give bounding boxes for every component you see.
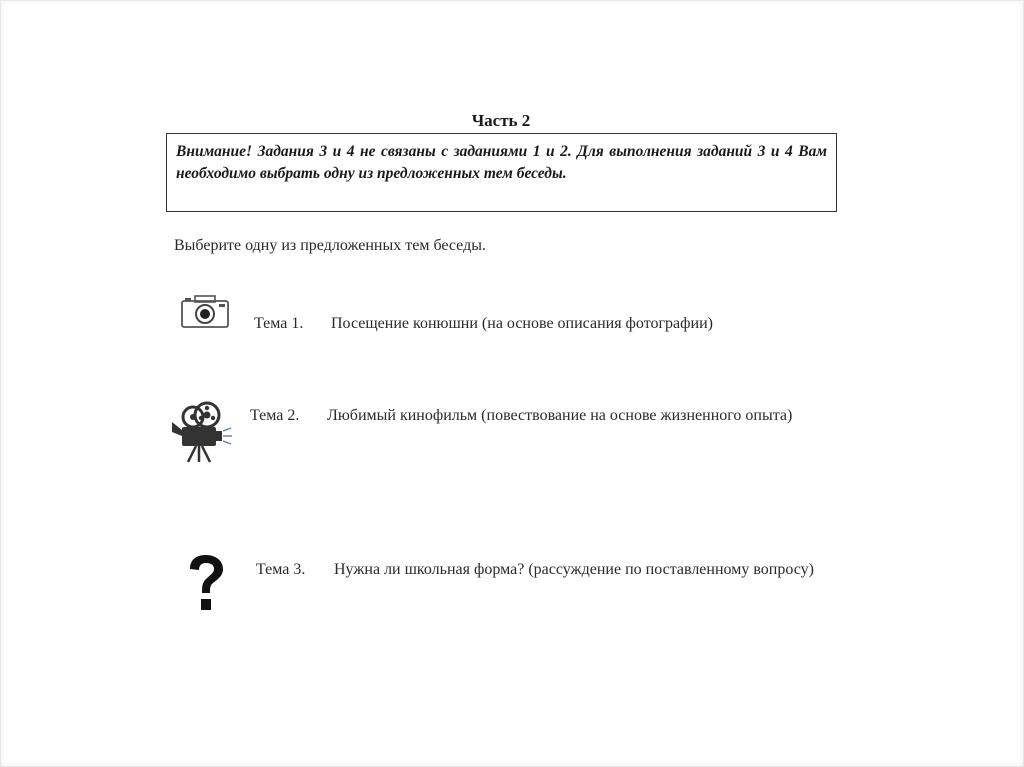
topic-1-text: Посещение конюшни (на основе описания фотографии) — [331, 315, 713, 332]
question-mark-icon — [183, 552, 229, 614]
topic-2-text: Любимый кинофильм (повествование на основе жизненного опыта) — [327, 407, 793, 424]
topic-1[interactable] — [254, 312, 829, 336]
camera-icon — [181, 295, 229, 329]
topic-1-label: Тема 1. — [254, 315, 304, 332]
topic-2-label: Тема 2. — [250, 407, 300, 424]
topic-3[interactable] — [256, 558, 829, 606]
film-projector-icon — [170, 400, 234, 464]
notice-text: Внимание! Задания 3 и 4 не связаны с заданиями 1 и 2. Для выполнения заданий 3 и 4 Вам необходимо выбрать одну из предложенных тем беседы. — [176, 143, 827, 182]
part-title: Часть 2 — [471, 111, 531, 130]
instruction-text: Выберите одну из предложенных тем беседы. — [174, 237, 486, 254]
topic-3-text: Нужна ли школьная форма? (рассуждение по поставленному вопросу) — [334, 561, 814, 578]
topic-3-label: Тема 3. — [256, 561, 306, 578]
topic-2[interactable] — [250, 404, 829, 452]
notice-box — [166, 133, 837, 212]
